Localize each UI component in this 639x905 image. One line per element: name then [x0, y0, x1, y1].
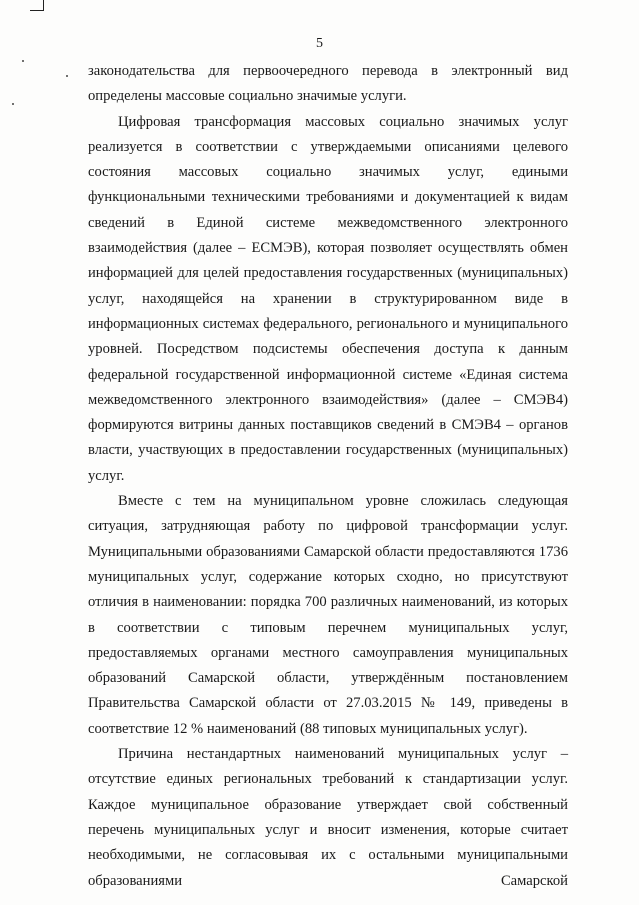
paragraph-2: Цифровая трансформация массовых социально значимых услуг реализуется в соответствии с утверждаемыми описаниями целевого состояния массовых социально значимых услуг, едиными функциональными техническими требованиями и документацией к видам сведений в Единой системе межведомственного электронного взаимодействия (далее – ЕСМЭВ), которая позволяет осуществлять обмен информацией для целей предоставления государственных (муниципальных) услуг, находящейся на хранении в структурированном виде в информационных системах федерального, регионального и муниципального уровней. Посредством подсистемы обеспечения доступа к данным федеральной государственной информационной системе «Единая система межведомственного электронного взаимодействия» (далее – СМЭВ4) формируются витрины данных поставщиков сведений в СМЭВ4 – органов власти, участвующих в предоставлении государственных (муниципальных) услуг. — [88, 113, 568, 484]
scan-speck — [22, 60, 24, 62]
paragraph-1: законодательства для первоочередного перевода в электронный вид определены массовые социально значимые услуги. — [88, 63, 568, 105]
scan-speck — [12, 103, 14, 105]
paragraph-4: Причина нестандартных наименований муниципальных услуг – отсутствие единых региональных требований к стандартизации услуг. Каждое муниципальное образование утверждает свой собственный перечень муниципальных услуг и вносит изменения, которые считает необходимыми, не согласовывая их с остальными муниципальными образованиями Самарской — [88, 746, 568, 889]
crop-mark — [30, 10, 44, 11]
crop-mark — [43, 0, 44, 11]
scan-speck — [66, 75, 68, 77]
page-number: 5 — [316, 36, 323, 51]
paragraph-3: Вместе с тем на муниципальном уровне сложилась следующая ситуация, затрудняющая работу по цифровой трансформации услуг. Муниципальными образованиями Самарской области предоставляются 1736 муниципальных услуг, содержание которых сходно, но присутствуют отличия в наименовании: порядка 700 различных наименований, из которых в соответствии с типовым перечнем муниципальных услуг, предоставляемых органами местного самоуправления муниципальных образований Самарской области, утверждённым постановлением Правительства Самарской области от 27.03.2015 № 149, приведены в соответствие 12 % наименований (88 типовых муниципальных услуг). — [88, 493, 568, 737]
body-text — [88, 59, 568, 894]
